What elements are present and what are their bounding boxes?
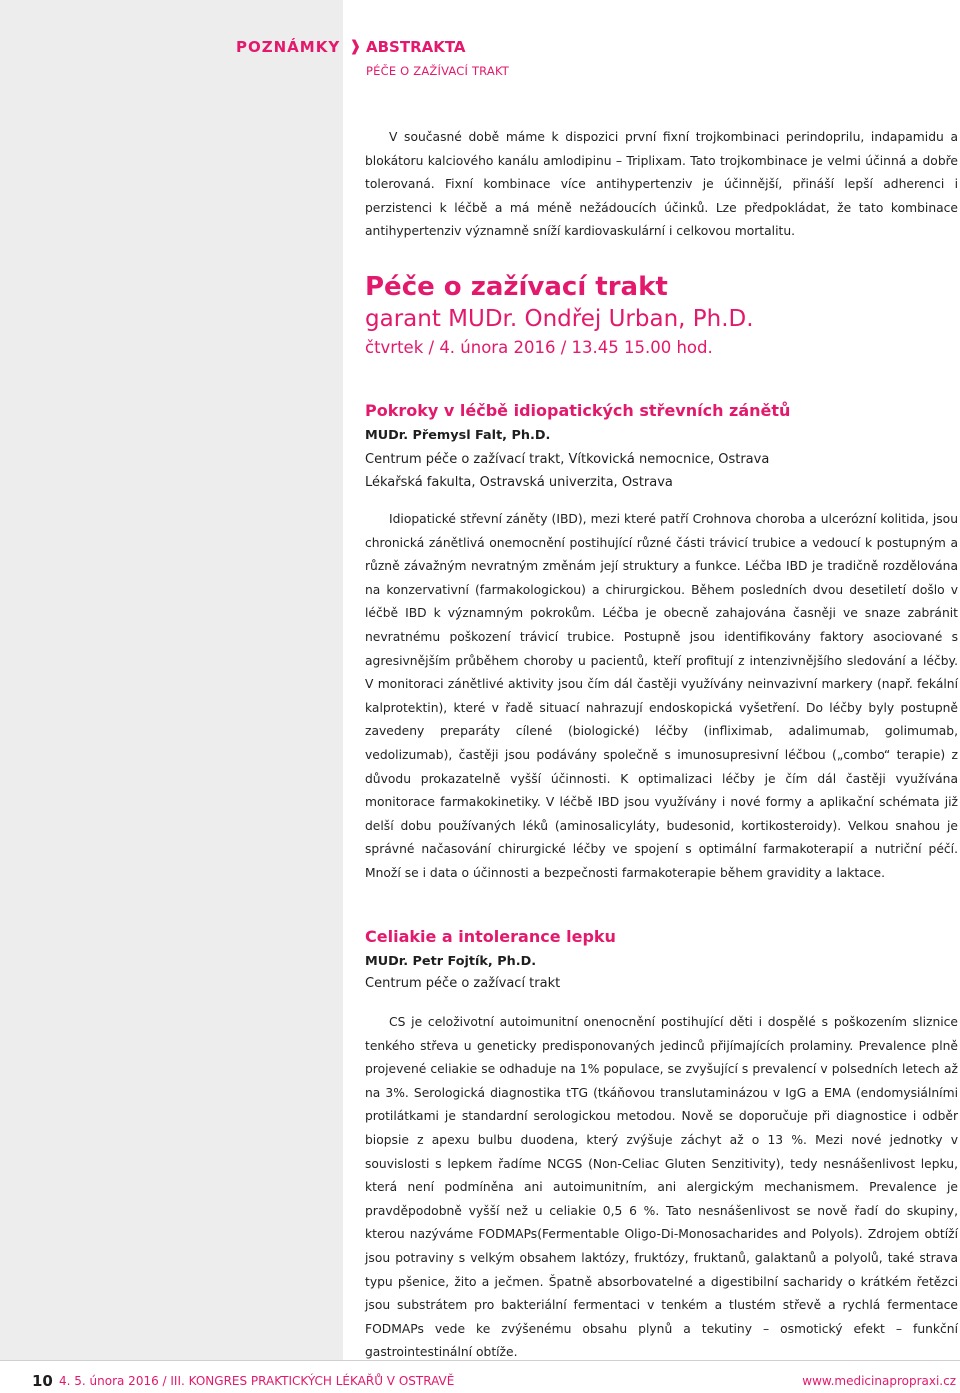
article-body-block (365, 1011, 958, 1365)
article-affiliation: Centrum péče o zažívací trakt (365, 976, 561, 991)
article-body: Idiopatické střevní záněty (IBD), mezi které patří Crohnova choroba a ulcerózní kolitida, jsou chronická zánětlivá onemocnění postihující různé části trávicí trubice a vedoucí k postupným a různě závažným nevratným změnám její struktury a funkce. Léčba IBD je tradičně rozdělována na konzervativní (farmakologickou) a chirurgickou. Během posledních dvou desetiletí došlo v léčbě IBD k významným pokrokům. Léčba je obecně zahajována časněji ve snaze zabránit nevratnému poškození trávicí trubice. Postupně jsou identifikovány faktory asociované s agresivnějším průběhem choroby u pacientů, kteří profitují z intenzivnějšího sledování a léčby. V monitoraci zánětlivé aktivity jsou čím dál častěji využívány neinvazivní markery (např. fekální kalprotektin), které v řadě situací nahrazují endoskopická vyšetření. Do léčby byly postupně zavedeny preparáty cílené (biologické) léčby (infliximab, adalimumab, golimumab, vedolizumab), častěji jsou podávány společně s imunosupresivní léčbou („combo“ terapie) z důvodu prokazatelně vyšší účinnosti. K optimalizaci léčby je čím dál častěji využívána monitorace farmakokinetiky. V léčbě IBD jsou využívány i nové formy a aplikační schémata již delší dobu používaných léků (aminosalicyláty, budesonid, kortikosteroidy). Velkou snahou je správné načasování chirurgické léčby ve spojení s optimální farmakoterapií a nutriční péčí. Množí se i data o účinnosti a bezpečnosti farmakoterapie během gravidity a laktace. (365, 512, 958, 880)
session-guarantor: garant MUDr. Ondřej Urban, Ph.D. (365, 306, 754, 332)
article-body-block (365, 508, 958, 886)
page-number: 10 (32, 1372, 53, 1390)
section-label: ABSTRAKTA (366, 38, 466, 56)
article-title: Celiakie a intolerance lepku (365, 927, 616, 946)
event-label: 4. 5. února 2016 / III. KONGRES PRAKTICKÝCH LÉKAŘŮ V OSTRAVĚ (59, 1374, 455, 1388)
article-author: MUDr. Petr Fojtík, Ph.D. (365, 954, 537, 969)
intro-paragraph: V současné době máme k dispozici první fixní trojkombinaci perindoprilu, indapamidu a blokátoru kalciového kanálu amlodipinu – Triplixam. Tato trojkombinace je velmi účinná a dobře tolerovaná. Fixní kombinace více antihypertenziv je účinnější, přináší lepší adherenci i perzistenci k léčbě a má méně nežádoucích účinků. Lze předpokládat, že tato kombinace antihypertenziv významně sníží kardiovaskulární i celkovou mortalitu. (365, 130, 958, 239)
article-affiliation: Lékařská fakulta, Ostravská univerzita, Ostrava (365, 475, 673, 490)
article-affiliation: Centrum péče o zažívací trakt, Vítkovická nemocnice, Ostrava (365, 452, 770, 467)
page-footer (0, 1360, 960, 1393)
website-link[interactable]: www.medicinapropraxi.cz (802, 1374, 956, 1388)
notes-label: POZNÁMKY (236, 38, 341, 56)
chevron-right-icon: ❱ (349, 37, 362, 55)
article-body: CS je celoživotní autoimunitní onenocnění postihující děti i dospělé s poškozením sliznice tenkého střeva u geneticky predisponovaných jedinců přijímajících prolaminy. Prevalence plně projevené celiakie se odhaduje na 1% populace, se zvyšující s prevalencí v polsedních letech až na 3%. Serologická diagnostika tTG (tkáňovou translutaminázou v IgG a EMA (endomysiálními protilátkami je standardní serologickou metodou. Nově se doporučuje při diagnostice i odběr biopsie z apexu bulbu duodena, který zvýšuje záchyt až o 13 %. Mezi nové jednotky v souvislosti s lepkem řadíme NCGS (Non-Celiac Gluten Senzitivity), tedy nesnášenlivost lepku, která není podmíněna ani autoimunitním, ani alergickým mechanismem. Prevalence je pravděpodobně vyšší než u celiakie 0,5 6 %. Tato nesnášenlivost se nově řadí do skupiny, kterou nazýváme FODMAPs(Fermentable Oligo-Di-Monosacharides and Polyols). Zdrojem obtíží jsou potraviny s velkým obsahem laktózy, fruktózy, fruktanů, galaktanů a polyolů, také strava typu pšenice, žito a ječmen. Špatně absorbovatelné a digestibilní sacharidy o krátkém řetězci jsou substrátem pro bakteriální fermentaci v tenkém a tlustém střevě a rychlá fermentace FODMAPs vede ke zvýšenému obsahu plynů a tekutiny – osmotický efekt – funkční gastrointestinální obtíže. (365, 1015, 958, 1360)
session-title: Péče o zažívací trakt (365, 272, 668, 302)
subsection-label: PÉČE O ZAŽÍVACÍ TRAKT (366, 64, 510, 78)
notes-sidebar (0, 0, 343, 1360)
intro-block (365, 126, 958, 244)
article-author: MUDr. Přemysl Falt, Ph.D. (365, 428, 551, 443)
article-title: Pokroky v léčbě idiopatických střevních zánětů (365, 401, 791, 420)
session-date: čtvrtek / 4. února 2016 / 13.45 15.00 hod. (365, 338, 713, 357)
